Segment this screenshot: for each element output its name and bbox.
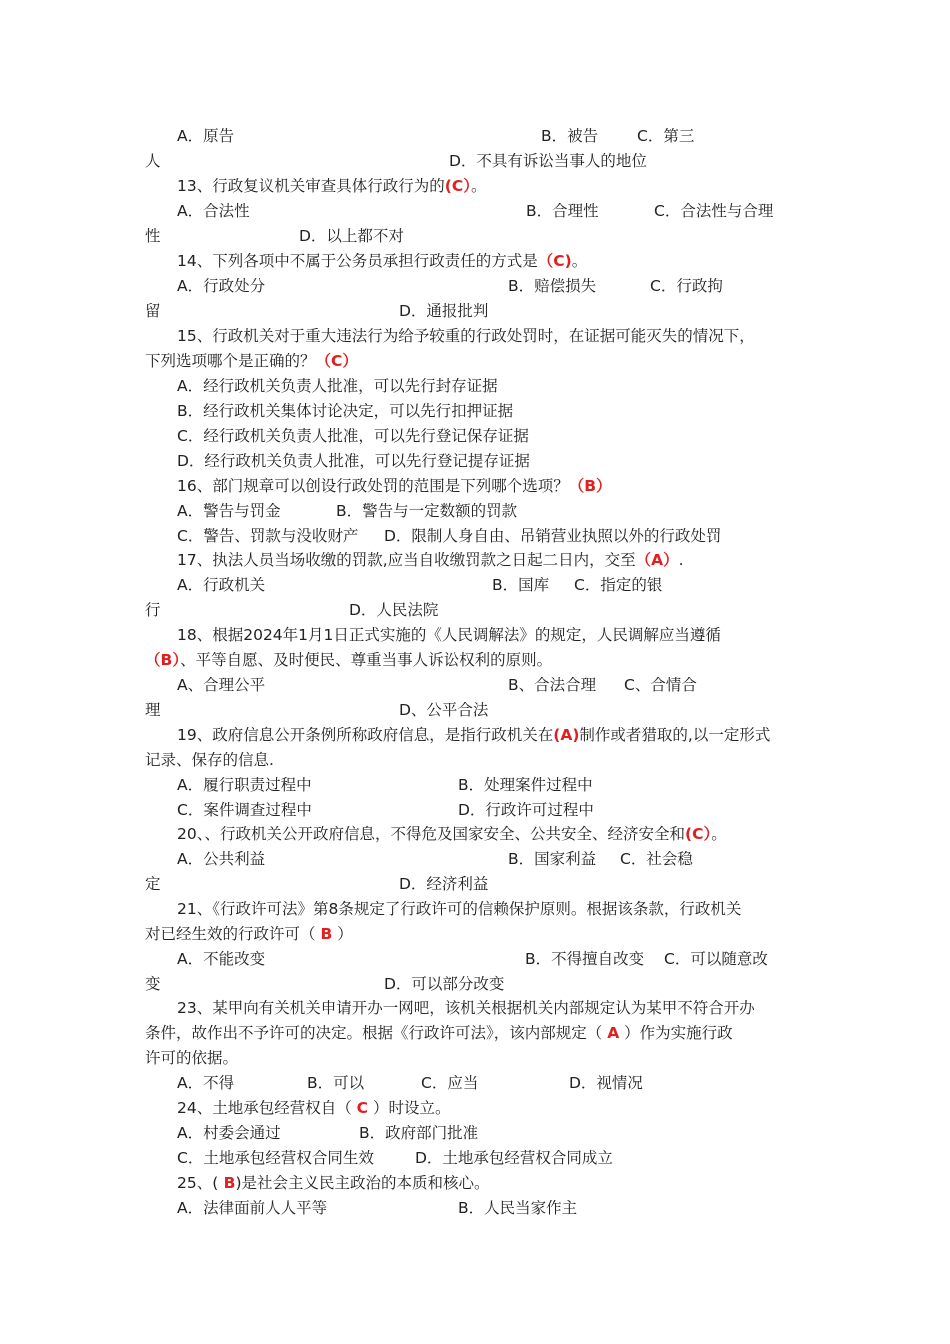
text-segment: C．第三 (637, 127, 695, 145)
text-line (650, 274, 723, 298)
text-segment: D．可以部分改变 (384, 975, 505, 993)
text-segment: B．合理性 (526, 202, 599, 220)
answer-mark: （C） (315, 352, 358, 370)
text-line (177, 199, 250, 223)
text-segment: B．不得擅自改变 (525, 950, 645, 968)
text-line (384, 972, 504, 996)
text-segment: ）时设立。 (368, 1099, 451, 1117)
text-line (177, 399, 513, 423)
text-segment: 18、根据2024年1月1日正式实施的《人民调解法》的规定，人民调解应当遵循 (177, 626, 721, 644)
text-line (415, 1146, 613, 1170)
text-segment: D．经济利益 (399, 875, 489, 893)
text-segment: C．土地承包经营权合同生效 (177, 1149, 374, 1167)
text-segment: . (678, 551, 684, 569)
text-line (525, 947, 644, 971)
text-segment: 20、、行政机关公开政府信息，不得危及国家安全、公共安全、经济安全和 (177, 825, 685, 843)
text-line (145, 598, 161, 622)
text-line (177, 524, 358, 548)
text-segment: B．被告 (541, 127, 599, 145)
text-segment: B．国库 (492, 576, 550, 594)
text-line (177, 847, 265, 871)
text-segment: A．原告 (177, 127, 235, 145)
text-segment: A．村委会通过 (177, 1124, 281, 1142)
text-segment: )是社会主义民主政治的本质和核心。 (235, 1174, 490, 1192)
text-line (145, 698, 161, 722)
text-segment: C．社会稳 (620, 850, 693, 868)
text-line (458, 798, 594, 822)
text-line (654, 199, 773, 223)
text-segment: C．警告、罚款与没收财产 (177, 527, 359, 545)
text-line (307, 1071, 364, 1095)
text-segment: ） (332, 925, 353, 943)
text-line (177, 798, 312, 822)
text-segment: C．经行政机关负责人批准，可以先行登记保存证据 (177, 427, 529, 445)
text-segment: 性 (145, 227, 161, 245)
text-line (177, 1121, 281, 1145)
text-line (399, 299, 488, 323)
text-segment: D．通报批判 (399, 302, 489, 320)
text-line (145, 872, 161, 896)
answer-mark: （A） (635, 551, 679, 569)
text-segment: A．行政机关 (177, 576, 266, 594)
answer-mark: （B） (145, 651, 181, 669)
answer-mark: (C） (444, 177, 471, 195)
text-line (637, 124, 694, 148)
text-segment: C．行政拘 (650, 277, 723, 295)
text-segment: A．合法性 (177, 202, 250, 220)
text-line (399, 872, 488, 896)
text-line (508, 847, 596, 871)
text-segment: D．行政许可过程中 (458, 801, 594, 819)
text-segment: B．经行政机关集体讨论决定，可以先行扣押证据 (177, 402, 514, 420)
text-segment: C．合法性与合理 (654, 202, 774, 220)
text-segment: B．国家利益 (508, 850, 597, 868)
text-segment: A．警告与罚金 (177, 502, 281, 520)
text-segment: A．公共利益 (177, 850, 266, 868)
text-line (177, 1196, 327, 1220)
text-line (177, 374, 498, 398)
text-line (526, 199, 599, 223)
text-segment: D、公平合法 (399, 701, 489, 719)
text-segment: D．不具有诉讼当事人的地位 (449, 152, 647, 170)
text-line (458, 773, 593, 797)
text-segment: D．视情况 (569, 1074, 643, 1092)
text-line (145, 922, 353, 946)
text-line (177, 274, 265, 298)
text-segment: D．以上都不对 (299, 227, 404, 245)
text-segment: 制作或者猎取的,以一定形式 (579, 726, 771, 744)
text-line (458, 1196, 577, 1220)
text-segment: 21、《行政许可法》第8条规定了行政许可的信赖保护原则。根据该条款，行政机关 (177, 900, 742, 918)
text-line (145, 349, 358, 373)
text-line (177, 1096, 450, 1120)
text-line (177, 723, 770, 747)
text-segment: A、合理公平 (177, 676, 266, 694)
text-line (449, 149, 647, 173)
text-segment: 24、土地承包经营权自（ (177, 1099, 357, 1117)
text-segment: A．经行政机关负责人批准，可以先行封存证据 (177, 377, 498, 395)
text-segment: 。 (571, 252, 588, 270)
text-segment: B．可以 (307, 1074, 365, 1092)
answer-mark: (C） (684, 825, 712, 843)
text-line (664, 947, 768, 971)
text-line (177, 573, 265, 597)
text-segment: 变 (145, 975, 161, 993)
text-line (177, 673, 265, 697)
text-line (177, 499, 281, 523)
text-line (399, 698, 488, 722)
text-segment: A．法律面前人人平等 (177, 1199, 328, 1217)
text-segment: 23、某甲向有关机关申请开办一网吧，该机关根据机关内部规定认为某甲不符合开办 (177, 999, 755, 1017)
text-line (145, 149, 161, 173)
text-line (336, 499, 517, 523)
text-segment: 19、政府信息公开条例所称政府信息，是指行政机关在 (177, 726, 554, 744)
text-segment: 17、执法人员当场收缴的罚款,应当自收缴罚款之日起二日内，交至 (177, 551, 636, 569)
text-segment: B．政府部门批准 (359, 1124, 479, 1142)
text-line (177, 249, 587, 273)
text-line (177, 424, 529, 448)
text-segment: 对已经生效的行政许可（ (145, 925, 321, 943)
text-line (145, 648, 552, 672)
text-segment: 25、( (177, 1174, 219, 1192)
text-segment: 记录、保存的信息. (145, 751, 274, 769)
text-segment: C．指定的银 (574, 576, 663, 594)
answer-mark: C (356, 1099, 369, 1117)
text-segment: A．不能改变 (177, 950, 266, 968)
text-line (177, 897, 741, 921)
text-segment: A．行政处分 (177, 277, 266, 295)
text-line (145, 299, 161, 323)
text-segment: 人 (145, 152, 161, 170)
text-line (145, 1046, 238, 1070)
text-segment: 14、下列各项中不属于公务员承担行政责任的方式是 (177, 252, 538, 270)
text-segment: D．土地承包经营权合同成立 (415, 1149, 613, 1167)
text-segment: ）作为实施行政 (619, 1024, 733, 1042)
text-segment: B、合法合理 (508, 676, 597, 694)
text-segment: 16、部门规章可以创设行政处罚的范围是下列哪个选项？ (177, 477, 569, 495)
text-line (177, 947, 265, 971)
text-segment: 15、行政机关对于重大违法行为给予较重的行政处罚时，在证据可能灭失的情况下， (177, 327, 755, 345)
text-line (177, 623, 721, 647)
text-line (620, 847, 693, 871)
text-line (145, 748, 274, 772)
text-segment: 留 (145, 302, 161, 320)
text-segment: 条件，故作出不予许可的决定。根据《行政许可法》，该内部规定（ (145, 1024, 608, 1042)
text-segment: B．警告与一定数额的罚款 (336, 502, 518, 520)
text-segment: 许可的依据。 (145, 1049, 239, 1067)
text-segment: 理 (145, 701, 161, 719)
text-line (359, 1121, 478, 1145)
text-line (508, 673, 596, 697)
text-line (508, 274, 596, 298)
text-segment: 定 (145, 875, 161, 893)
text-line (384, 524, 721, 548)
text-line (177, 1146, 374, 1170)
answer-mark: A (607, 1024, 620, 1042)
text-line (541, 124, 598, 148)
text-line (177, 773, 312, 797)
text-segment: B．赔偿损失 (508, 277, 597, 295)
text-segment: B．处理案件过程中 (458, 776, 593, 794)
text-segment: 行 (145, 601, 161, 619)
text-segment: A．履行职责过程中 (177, 776, 312, 794)
text-line (421, 1071, 478, 1095)
text-line (177, 822, 727, 846)
text-line (145, 224, 161, 248)
text-line (145, 1021, 733, 1045)
text-line (177, 449, 530, 473)
answer-mark: （C) (537, 252, 572, 270)
text-line (177, 1171, 490, 1195)
text-line (177, 124, 234, 148)
text-segment: C．案件调查过程中 (177, 801, 312, 819)
answer-mark: (A) (553, 726, 580, 744)
text-segment: 。 (711, 825, 727, 843)
text-segment: 。 (470, 177, 487, 195)
answer-mark: B (218, 1174, 236, 1192)
text-line (177, 474, 612, 498)
text-segment: B．人民当家作主 (458, 1199, 578, 1217)
text-line (177, 324, 755, 348)
text-line (574, 573, 662, 597)
text-segment: D．人民法院 (349, 601, 439, 619)
text-line (492, 573, 549, 597)
text-line (177, 996, 755, 1020)
text-segment: D．经行政机关负责人批准，可以先行登记提存证据 (177, 452, 530, 470)
answer-mark: （B） (568, 477, 612, 495)
answer-mark: B (320, 925, 333, 943)
text-line (145, 972, 161, 996)
text-line (177, 548, 684, 572)
text-segment: C．应当 (421, 1074, 479, 1092)
text-segment: C．可以随意改 (664, 950, 768, 968)
text-segment: 13、行政复议机关审查具体行政行为的 (177, 177, 445, 195)
text-segment: C、合情合 (624, 676, 697, 694)
text-line (299, 224, 404, 248)
text-line (349, 598, 438, 622)
text-line (624, 673, 697, 697)
text-segment: D．限制人身自由、吊销营业执照以外的行政处罚 (384, 527, 722, 545)
text-segment: 下列选项哪个是正确的？ (145, 352, 316, 370)
text-line (177, 174, 486, 198)
text-line (177, 1071, 234, 1095)
text-segment: 、平等自愿、及时便民、尊重当事人诉讼权利的原则。 (180, 651, 553, 669)
text-line (569, 1071, 643, 1095)
text-segment: A．不得 (177, 1074, 235, 1092)
